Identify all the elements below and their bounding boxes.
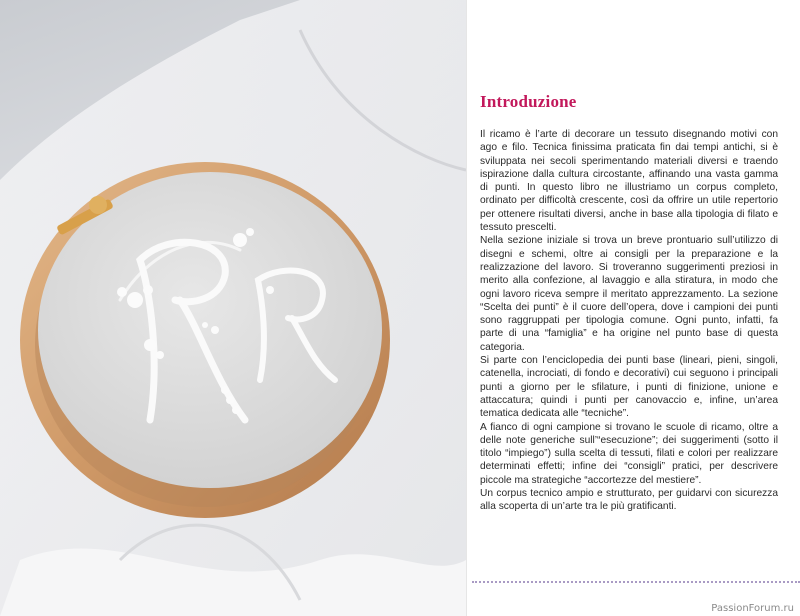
dotted-divider [472, 581, 800, 583]
page-gutter [466, 0, 467, 616]
page-title: Introduzione [480, 92, 577, 111]
paragraph-2: Nella sezione iniziale si trova un breve prontuario sull’utilizzo di disegni e schemi, oltre ai consigli per la preparazione e la realizzazione del lavoro. Si troveranno suggerimenti preziosi in merito alla confezione, al lavaggio e alla stiratura, in modo che ogni lavoro riceva sempre il meritato apprezzamento. La sezione “Scelta dei punti” è il cuore dell’opera, dove i campioni dei punti sono raggruppati per tipologia comune. Ogni punto, infatti, fa parte di una “famiglia” e ha origine nel punto base di questa categoria. [480, 235, 778, 353]
paragraph-3: Si parte con l’enciclopedia dei punti base (lineari, pieni, singoli, catenella, incrociati, di fondo e decorativi) cui seguono i principali punti a giorno per le sfilature, i punti di finizione, unione e attaccatura; quindi i punti per canovaccio e, infine, un’area tematica dedicata alle “tecniche”. [480, 355, 778, 420]
paragraph-5: Un corpus tecnico ampio e strutturato, per guidarvi con sicurezza alla scoperta di un’arte tra le più gratificanti. [480, 488, 778, 513]
watermark: PassionForum.ru [711, 603, 794, 614]
intro-text-column [480, 92, 778, 514]
paragraph-4: A fianco di ogni campione si trovano le scuole di ricamo, oltre a delle note generiche sull’“esecuzione”; dei suggerimenti (sotto il titolo “impiego”) sulla scelta di tessuti, filati e colori per realizzare determinati effetti; infine dei “consigli” pratici, per descrivere piccole ma strategiche “accortezze del mestiere”. [480, 421, 778, 486]
paragraph-1: Il ricamo è l’arte di decorare un tessuto disegnando motivi con ago e filo. Tecnica finissima praticata fin dai tempi antichi, si è sviluppata nei secoli sperimentando materiali diversi e traendo ispirazione dalla cultura circostante, affinando una vasta gamma di punti. In questo libro ne illustriamo un corpus completo, ordinato per difficoltà crescente, così da offrire un utile repertorio per ottenere risultati diversi, anche in base alla tipologia di filato e tessuto prescelti. [480, 129, 778, 234]
